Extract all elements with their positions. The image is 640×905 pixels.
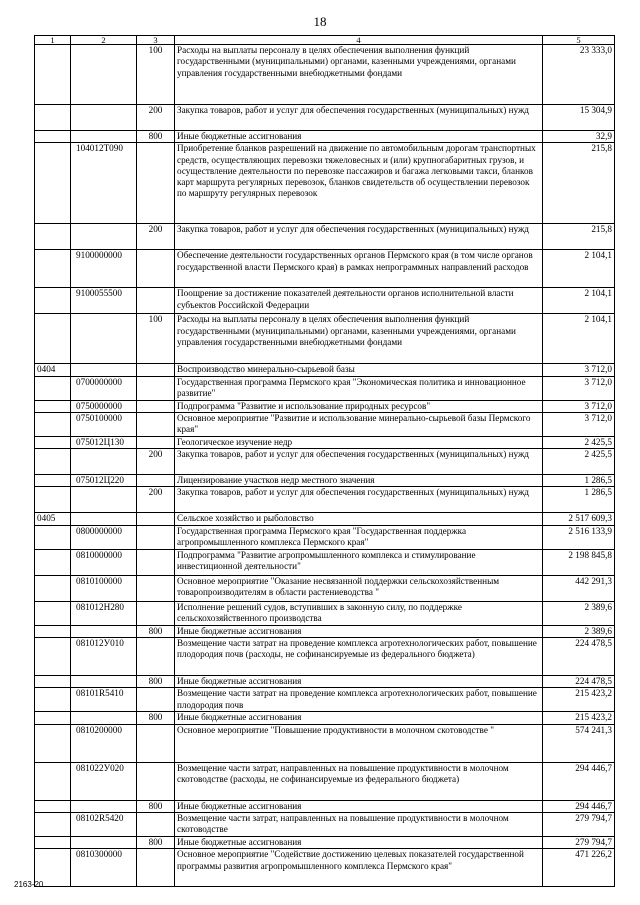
amount-cell: 3 712,0 (543, 412, 615, 436)
description-cell: Подпрограмма "Развитие агропромышленного комплекса и стимулирование инвестиционной деятельности" (175, 549, 543, 575)
expense-type-cell (137, 412, 175, 436)
target-code-cell: 0750100000 (71, 412, 137, 436)
target-code-cell (71, 800, 137, 812)
expense-type-cell (137, 364, 175, 376)
section-code-cell (35, 250, 71, 288)
amount-cell: 574 241,3 (543, 724, 615, 762)
section-code-cell (35, 412, 71, 436)
section-code-cell (35, 376, 71, 400)
amount-cell: 224 478,5 (543, 638, 615, 676)
table-row (35, 224, 615, 250)
document-code: 2163-20 (14, 880, 44, 889)
expense-type-cell: 800 (137, 800, 175, 812)
table-row (35, 475, 615, 487)
table-row (35, 105, 615, 131)
expense-type-cell: 800 (137, 625, 175, 637)
section-code-cell (35, 131, 71, 143)
description-cell: Закупка товаров, работ и услуг для обеспечения государственных (муниципальных) нужд (175, 449, 543, 475)
table-row (35, 712, 615, 724)
expense-type-cell (137, 376, 175, 400)
table-row (35, 549, 615, 575)
description-cell: Иные бюджетные ассигнования (175, 836, 543, 848)
table-row (35, 487, 615, 513)
expense-type-cell (137, 288, 175, 314)
description-cell: Основное мероприятие "Оказание несвязанной поддержки сельскохозяйственным товаропроизводителям в области растениеводства " (175, 575, 543, 601)
expense-type-cell: 200 (137, 224, 175, 250)
description-cell: Возмещение части затрат, направленных на повышение продуктивности в молочном скотоводстве (175, 812, 543, 836)
description-cell: Расходы на выплаты персоналу в целях обеспечения выполнения функций государственными (муниципальными) органами, казенными учреждениями, органами управления государственными внебюджетными фондами (175, 314, 543, 364)
target-code-cell (71, 314, 137, 364)
section-code-cell: 0405 (35, 513, 71, 525)
description-cell: Основное мероприятие "Повышение продуктивности в молочном скотоводстве " (175, 724, 543, 762)
table-row (35, 513, 615, 525)
section-code-cell (35, 314, 71, 364)
expense-type-cell (137, 549, 175, 575)
amount-cell: 294 446,7 (543, 762, 615, 800)
table-row (35, 575, 615, 601)
target-code-cell: 0750000000 (71, 400, 137, 412)
description-cell: Основное мероприятие "Развитие и использование минерально-сырьевой базы Пермского края" (175, 412, 543, 436)
description-cell: Приобретение бланков разрешений на движение по автомобильным дорогам транспортных средств, осуществляющих перевозки тяжеловесных и (или) крупногабаритных грузов, и осуществление деятельности по перевозке пассажиров и багажа легковыми такси, бланков карт маршрута регулярных перевозок, бланков свидетельств об осуществлении перевозок по маршруту регулярных перевозок (175, 143, 543, 224)
description-cell: Государственная программа Пермского края "Государственная поддержка агропромышленного комплекса Пермского края" (175, 525, 543, 549)
amount-cell: 2 516 133,9 (543, 525, 615, 549)
section-code-cell (35, 475, 71, 487)
description-cell: Иные бюджетные ассигнования (175, 800, 543, 812)
description-cell: Обеспечение деятельности государственных органов Пермского края (в том числе органов государственной власти Пермского края) в рамках непрограммных направлений расходов (175, 250, 543, 288)
table-row (35, 676, 615, 688)
section-code-cell (35, 601, 71, 625)
section-code-cell (35, 676, 71, 688)
table-row (35, 849, 615, 887)
expense-type-cell (137, 513, 175, 525)
section-code-cell (35, 575, 71, 601)
description-cell: Подпрограмма "Развитие и использование природных ресурсов" (175, 400, 543, 412)
target-code-cell: 081012Н280 (71, 601, 137, 625)
amount-cell: 1 286,5 (543, 475, 615, 487)
target-code-cell: 081012У010 (71, 638, 137, 676)
amount-cell: 2 104,1 (543, 288, 615, 314)
description-cell: Основное мероприятие "Содействие достижению целевых показателей государственной программы развития агропромышленного комплекса Пермского края" (175, 849, 543, 887)
section-code-cell (35, 812, 71, 836)
target-code-cell (71, 487, 137, 513)
description-cell: Закупка товаров, работ и услуг для обеспечения государственных (муниципальных) нужд (175, 224, 543, 250)
section-code-cell (35, 400, 71, 412)
description-cell: Геологическое изучение недр (175, 436, 543, 448)
target-code-cell (71, 105, 137, 131)
description-cell: Поощрение за достижение показателей деятельности органов исполнительной власти субъектов Российской Федерации (175, 288, 543, 314)
target-code-cell (71, 676, 137, 688)
amount-cell: 2 198 845,8 (543, 549, 615, 575)
amount-cell: 215,8 (543, 224, 615, 250)
amount-cell: 471 226,2 (543, 849, 615, 887)
target-code-cell: 9100000000 (71, 250, 137, 288)
table-row (35, 762, 615, 800)
target-code-cell (71, 449, 137, 475)
section-code-cell (35, 525, 71, 549)
section-code-cell (35, 143, 71, 224)
table-row (35, 638, 615, 676)
expense-type-cell (137, 762, 175, 800)
target-code-cell (71, 836, 137, 848)
amount-cell: 2 104,1 (543, 314, 615, 364)
table-row (35, 143, 615, 224)
amount-cell: 32,9 (543, 131, 615, 143)
section-code-cell (35, 712, 71, 724)
section-code-cell (35, 224, 71, 250)
section-code-cell (35, 436, 71, 448)
page-number: 18 (313, 14, 327, 29)
description-cell: Закупка товаров, работ и услуг для обеспечения государственных (муниципальных) нужд (175, 105, 543, 131)
target-code-cell: 0810300000 (71, 849, 137, 887)
target-code-cell: 0810200000 (71, 724, 137, 762)
section-code-cell (35, 288, 71, 314)
header-cell: 5 (543, 36, 615, 45)
amount-cell: 3 712,0 (543, 364, 615, 376)
amount-cell: 215 423,2 (543, 712, 615, 724)
expense-type-cell (137, 143, 175, 224)
description-cell: Закупка товаров, работ и услуг для обеспечения государственных (муниципальных) нужд (175, 487, 543, 513)
section-code-cell (35, 762, 71, 800)
table-row (35, 601, 615, 625)
section-code-cell (35, 724, 71, 762)
expense-type-cell (137, 812, 175, 836)
expense-type-cell (137, 436, 175, 448)
amount-cell: 442 291,3 (543, 575, 615, 601)
description-cell: Исполнение решений судов, вступивших в законную силу, по поддержке сельскохозяйственного производства (175, 601, 543, 625)
table-row (35, 412, 615, 436)
target-code-cell (71, 712, 137, 724)
amount-cell: 2 389,6 (543, 601, 615, 625)
section-code-cell (35, 487, 71, 513)
table-row (35, 836, 615, 848)
table-row (35, 364, 615, 376)
table-row (35, 625, 615, 637)
table-row (35, 449, 615, 475)
target-code-cell: 075012Ц220 (71, 475, 137, 487)
target-code-cell: 075012Ц130 (71, 436, 137, 448)
target-code-cell: 08102R5420 (71, 812, 137, 836)
amount-cell: 279 794,7 (543, 812, 615, 836)
expense-type-cell (137, 724, 175, 762)
description-cell: Лицензирование участков недр местного значения (175, 475, 543, 487)
description-cell: Иные бюджетные ассигнования (175, 712, 543, 724)
target-code-cell (71, 45, 137, 105)
target-code-cell: 081022У020 (71, 762, 137, 800)
header-cell: 3 (137, 36, 175, 45)
expense-type-cell: 200 (137, 487, 175, 513)
target-code-cell (71, 513, 137, 525)
section-code-cell (35, 638, 71, 676)
expense-type-cell: 200 (137, 449, 175, 475)
amount-cell: 2 517 609,3 (543, 513, 615, 525)
expense-type-cell: 800 (137, 712, 175, 724)
section-code-cell (35, 549, 71, 575)
table-row (35, 436, 615, 448)
expense-type-cell: 200 (137, 105, 175, 131)
header-cell: 4 (175, 36, 543, 45)
header-cell: 1 (35, 36, 71, 45)
target-code-cell: 9100055500 (71, 288, 137, 314)
budget-table (34, 35, 615, 887)
target-code-cell (71, 364, 137, 376)
expense-type-cell: 800 (137, 676, 175, 688)
target-code-cell (71, 131, 137, 143)
target-code-cell (71, 625, 137, 637)
amount-cell: 23 333,0 (543, 45, 615, 105)
expense-type-cell (137, 638, 175, 676)
amount-cell: 1 286,5 (543, 487, 615, 513)
amount-cell: 15 304,9 (543, 105, 615, 131)
expense-type-cell (137, 688, 175, 712)
expense-type-cell (137, 849, 175, 887)
table-row (35, 812, 615, 836)
expense-type-cell (137, 250, 175, 288)
amount-cell: 294 446,7 (543, 800, 615, 812)
table-row (35, 800, 615, 812)
amount-cell: 2 104,1 (543, 250, 615, 288)
description-cell: Иные бюджетные ассигнования (175, 131, 543, 143)
amount-cell: 3 712,0 (543, 376, 615, 400)
description-cell: Иные бюджетные ассигнования (175, 676, 543, 688)
table-row (35, 45, 615, 105)
expense-type-cell (137, 601, 175, 625)
amount-cell: 215 423,2 (543, 688, 615, 712)
amount-cell: 224 478,5 (543, 676, 615, 688)
amount-cell: 2 425,5 (543, 436, 615, 448)
table-row (35, 525, 615, 549)
target-code-cell: 08101R5410 (71, 688, 137, 712)
table-row (35, 250, 615, 288)
expense-type-cell: 800 (137, 836, 175, 848)
section-code-cell (35, 836, 71, 848)
target-code-cell: 0800000000 (71, 525, 137, 549)
target-code-cell: 0810000000 (71, 549, 137, 575)
table-row (35, 688, 615, 712)
target-code-cell (71, 224, 137, 250)
target-code-cell: 0700000000 (71, 376, 137, 400)
description-cell: Возмещение части затрат на проведение комплекса агротехнологических работ, повышение плодородия почв (175, 688, 543, 712)
expense-type-cell (137, 525, 175, 549)
amount-cell: 279 794,7 (543, 836, 615, 848)
target-code-cell: 0810100000 (71, 575, 137, 601)
table-row (35, 724, 615, 762)
description-cell: Сельское хозяйство и рыболовство (175, 513, 543, 525)
table-row (35, 288, 615, 314)
expense-type-cell: 100 (137, 45, 175, 105)
expense-type-cell (137, 475, 175, 487)
amount-cell: 215,8 (543, 143, 615, 224)
description-cell: Расходы на выплаты персоналу в целях обеспечения выполнения функций государственными (муниципальными) органами, казенными учреждениями, органами управления государственными внебюджетными фондами (175, 45, 543, 105)
section-code-cell: 0404 (35, 364, 71, 376)
section-code-cell (35, 800, 71, 812)
amount-cell: 3 712,0 (543, 400, 615, 412)
description-cell: Иные бюджетные ассигнования (175, 625, 543, 637)
expense-type-cell (137, 400, 175, 412)
section-code-cell (35, 688, 71, 712)
description-cell: Возмещение части затрат, направленных на повышение продуктивности в молочном скотоводстве (расходы, не софинансируемые из федерального бюджета) (175, 762, 543, 800)
target-code-cell: 104012Т090 (71, 143, 137, 224)
expense-type-cell (137, 575, 175, 601)
table-row (35, 376, 615, 400)
description-cell: Возмещение части затрат на проведение комплекса агротехнологических работ, повышение плодородия почв (расходы, не софинансируемые из федерального бюджета) (175, 638, 543, 676)
amount-cell: 2 425,5 (543, 449, 615, 475)
expense-type-cell: 100 (137, 314, 175, 364)
section-code-cell (35, 105, 71, 131)
expense-type-cell: 800 (137, 131, 175, 143)
section-code-cell (35, 449, 71, 475)
table-row (35, 131, 615, 143)
table-header-row (35, 36, 615, 45)
section-code-cell (35, 45, 71, 105)
section-code-cell (35, 625, 71, 637)
table-row (35, 400, 615, 412)
amount-cell: 2 389,6 (543, 625, 615, 637)
description-cell: Государственная программа Пермского края "Экономическая политика и инновационное развитие" (175, 376, 543, 400)
table-row (35, 314, 615, 364)
header-cell: 2 (71, 36, 137, 45)
description-cell: Воспроизводство минерально-сырьевой базы (175, 364, 543, 376)
